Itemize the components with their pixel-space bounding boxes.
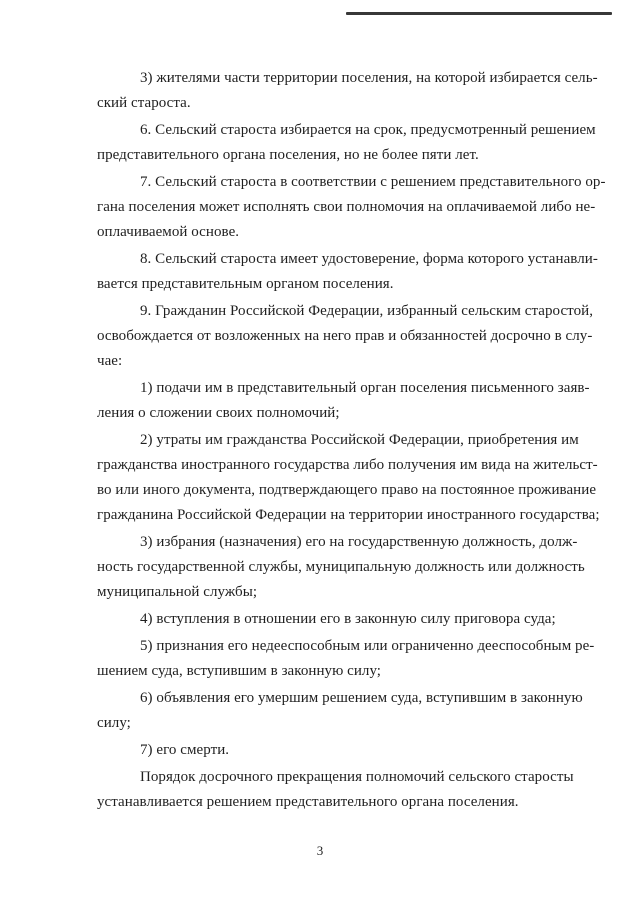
page-number: 3	[316, 843, 324, 858]
text-line: ления о сложении своих полномочий;	[97, 405, 340, 421]
text-line: 4) вступления в отношении его в законную силу приговора суда;	[140, 611, 556, 627]
text-line: гражданина Российской Федерации на территории иностранного государства;	[97, 507, 600, 523]
text-line: 3) жителями части территории поселения, на которой избирается сель-	[140, 70, 598, 86]
text-line: 6. Сельский староста избирается на срок, предусмотренный решением	[140, 122, 596, 138]
text-line: оплачиваемой основе.	[97, 224, 240, 240]
text-line: Порядок досрочного прекращения полномочий сельского старосты	[140, 769, 574, 785]
text-line: муниципальной службы;	[97, 584, 258, 600]
text-line: 1) подачи им в представительный орган поселения письменного заяв-	[140, 380, 590, 396]
text-line: представительного органа поселения, но не более пяти лет.	[97, 147, 479, 163]
text-line: освобождается от возложенных на него прав и обязанностей досрочно в слу-	[97, 328, 593, 344]
text-line: ский староста.	[97, 95, 191, 111]
header-rule	[346, 12, 612, 15]
text-line: 9. Гражданин Российской Федерации, избранный сельским старостой,	[140, 303, 593, 319]
text-line: 5) признания его недееспособным или ограниченно дееспособным ре-	[140, 638, 595, 654]
text-line: 7. Сельский староста в соответствии с решением представительного ор-	[140, 174, 606, 190]
text-line: шением суда, вступившим в законную силу;	[97, 663, 382, 679]
text-line: 2) утраты им гражданства Российской Федерации, приобретения им	[140, 432, 579, 448]
text-line: вается представительным органом поселения.	[97, 276, 394, 292]
text-line: силу;	[97, 715, 131, 731]
text-line: чае:	[97, 353, 123, 369]
text-line: 6) объявления его умершим решением суда, вступившим в законную	[140, 690, 583, 706]
text-line: гана поселения может исполнять свои полномочия на оплачиваемой либо не-	[97, 199, 596, 215]
text-line: ность государственной службы, муниципальную должность или должность	[97, 559, 585, 575]
text-line: во или иного документа, подтверждающего право на постоянное проживание	[97, 482, 597, 498]
text-line: гражданства иностранного государства либо получения им вида на жительст-	[97, 457, 598, 473]
text-line: устанавливается решением представительного органа поселения.	[97, 794, 519, 810]
text-line: 3) избрания (назначения) его на государственную должность, долж-	[140, 534, 578, 550]
text-line: 7) его смерти.	[140, 742, 230, 758]
text-line: 8. Сельский староста имеет удостоверение, форма которого устанавли-	[140, 251, 598, 267]
